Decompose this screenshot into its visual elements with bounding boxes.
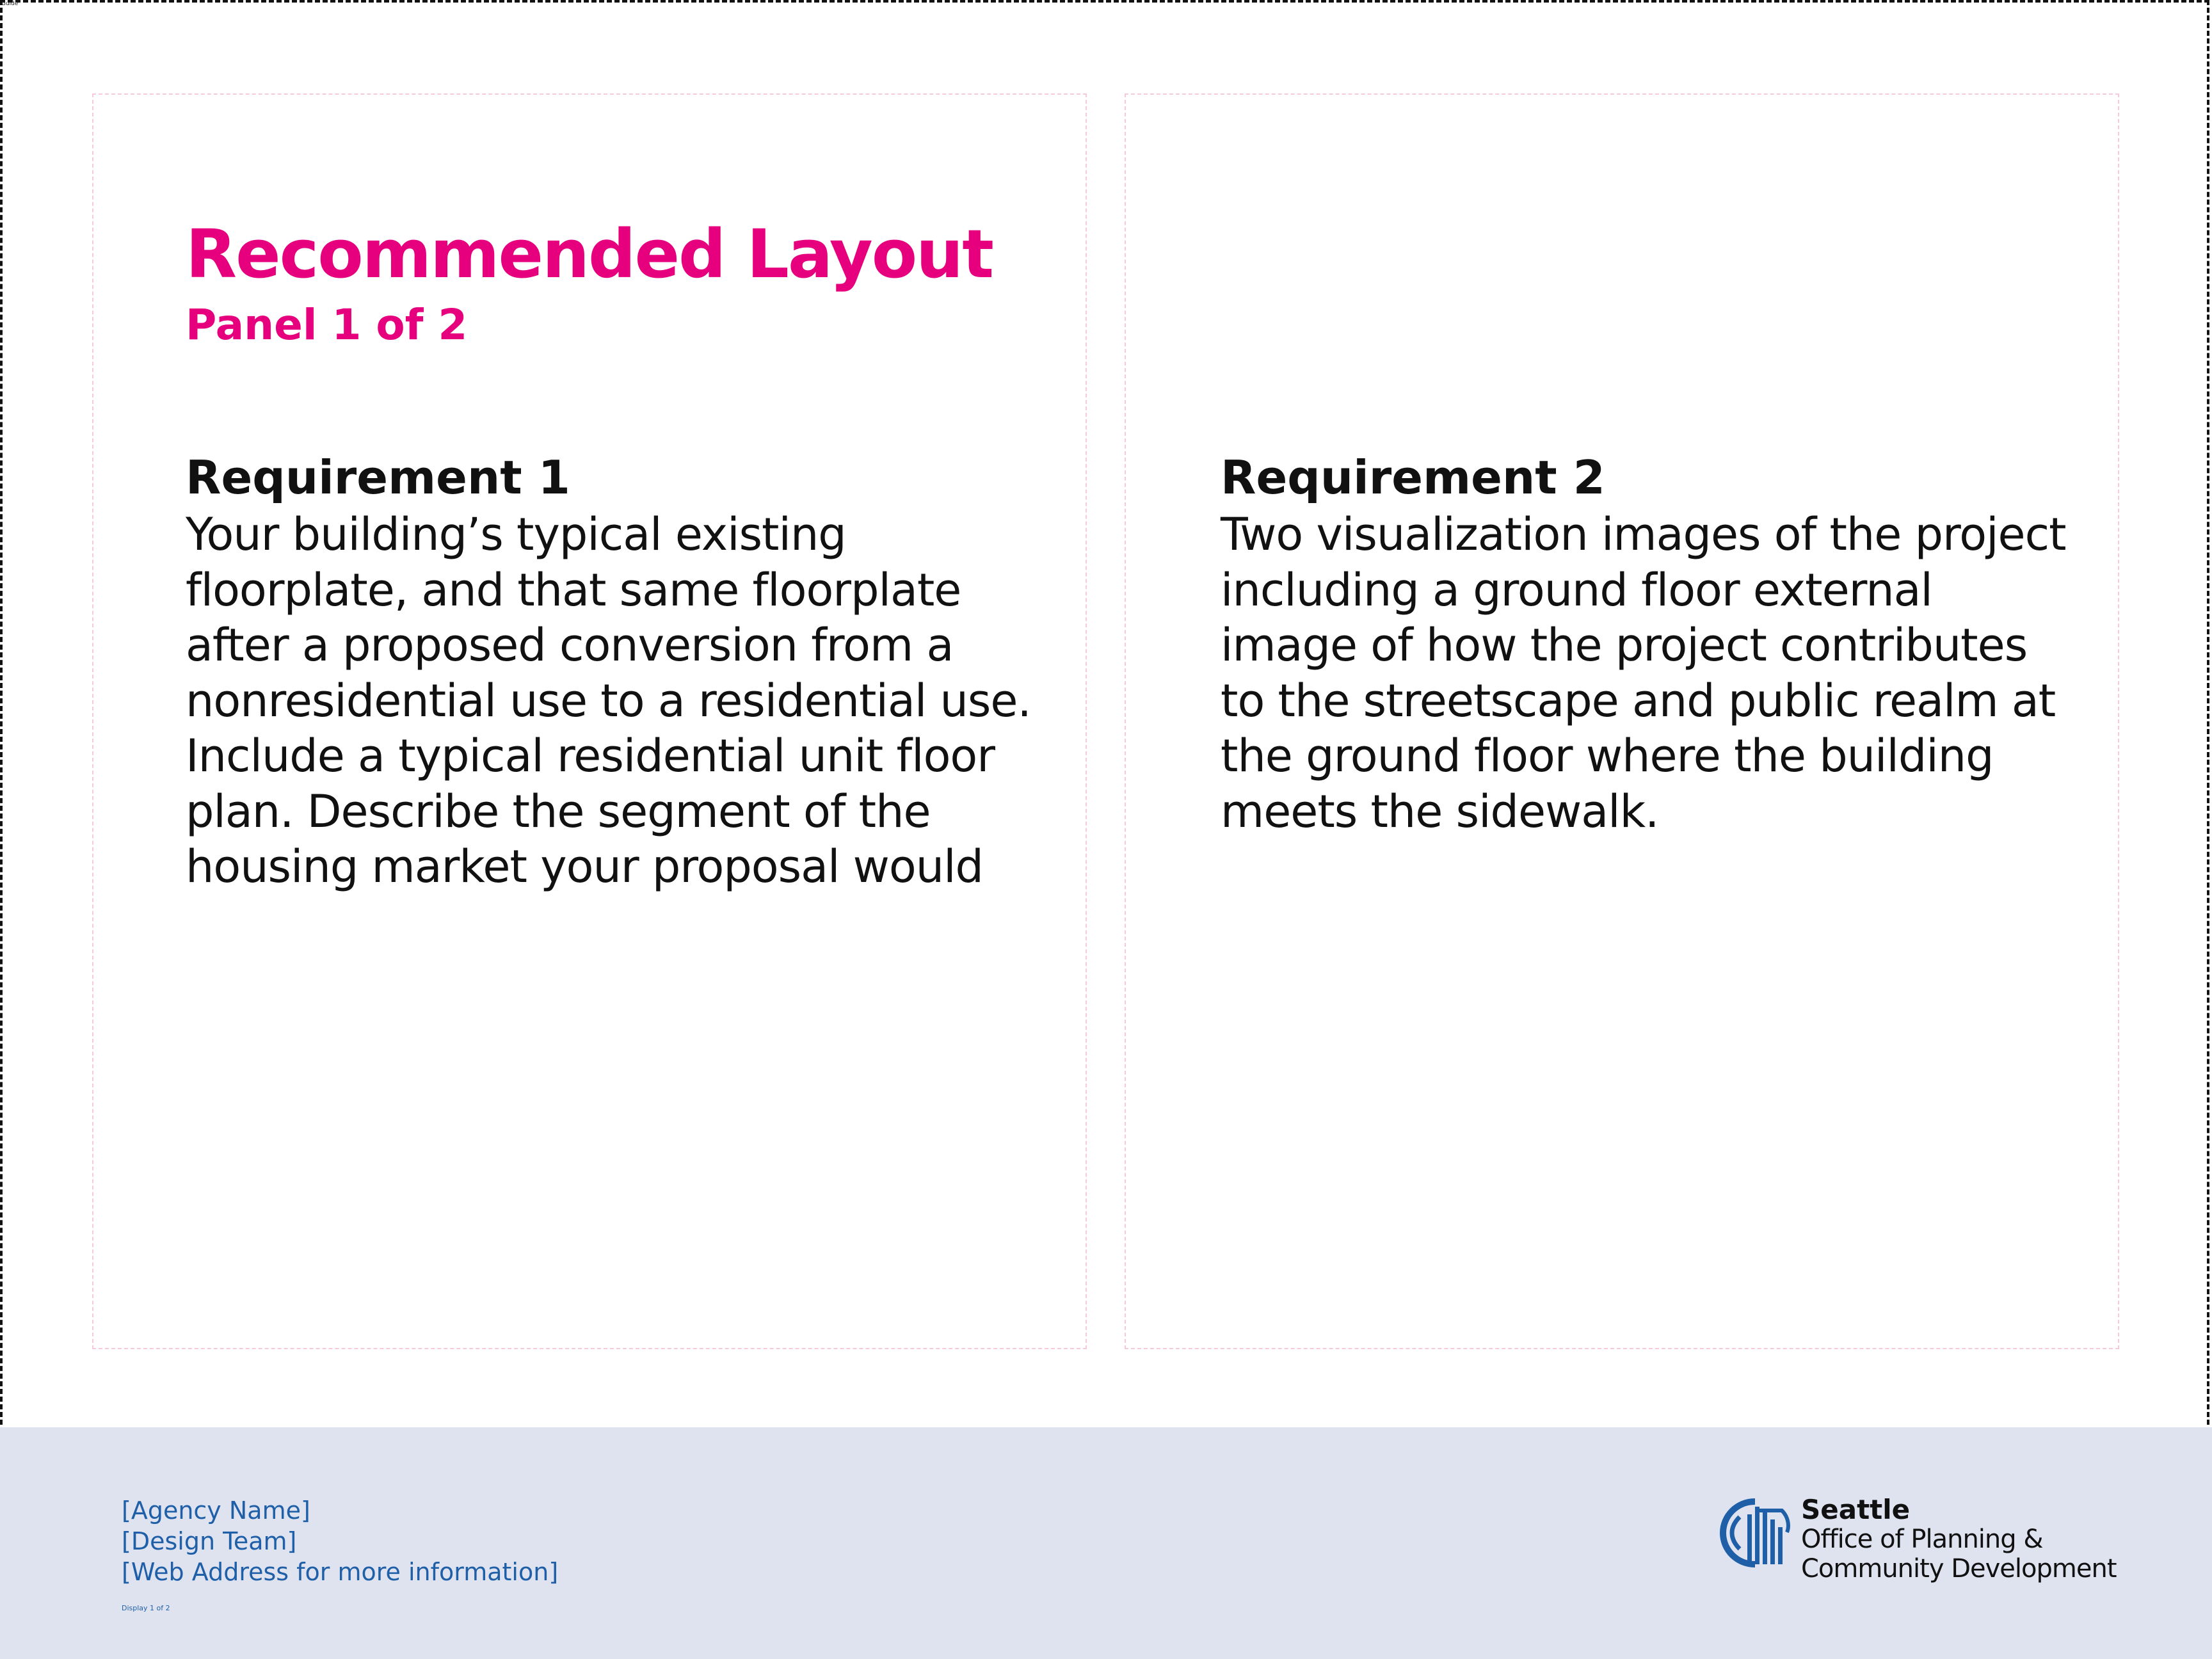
logo-city: Seattle: [1801, 1494, 1911, 1525]
footer-web: [Web Address for more information]: [122, 1558, 559, 1586]
logo-text: [1801, 1495, 2117, 1583]
requirement-1-heading: Requirement 1: [186, 451, 570, 504]
footer-team: [Design Team]: [122, 1527, 297, 1555]
seattle-logo-icon: [1718, 1498, 1795, 1568]
footer-agency: [Agency Name]: [122, 1496, 310, 1525]
requirement-1: [186, 448, 1037, 895]
footer-info: [122, 1495, 558, 1587]
footer-display-label: Display 1 of 2: [122, 1604, 170, 1612]
logo-dept-line2: Community Development: [1801, 1554, 2117, 1583]
logo-dept-line1: Office of Planning &: [1801, 1525, 2043, 1554]
requirement-1-body: Your building’s typical existing floorplate, and that same floorplate after a proposed conversion from a nonresidential use to a residential use. Include a typical residential unit floor plan. Describe the segment of the housing market your proposal would: [186, 508, 1031, 893]
requirement-2-heading: Requirement 2: [1221, 451, 1605, 504]
corner-mark: Guide: [1, 1, 19, 7]
requirement-2: [1221, 448, 2072, 839]
page-title: Recommended Layout: [186, 215, 993, 293]
page-subtitle: Panel 1 of 2: [186, 300, 468, 349]
requirement-2-body: Two visualization images of the project including a ground floor external image of how the project contributes to the streetscape and public realm at the ground floor where the building meets the sidewalk.: [1221, 508, 2066, 838]
